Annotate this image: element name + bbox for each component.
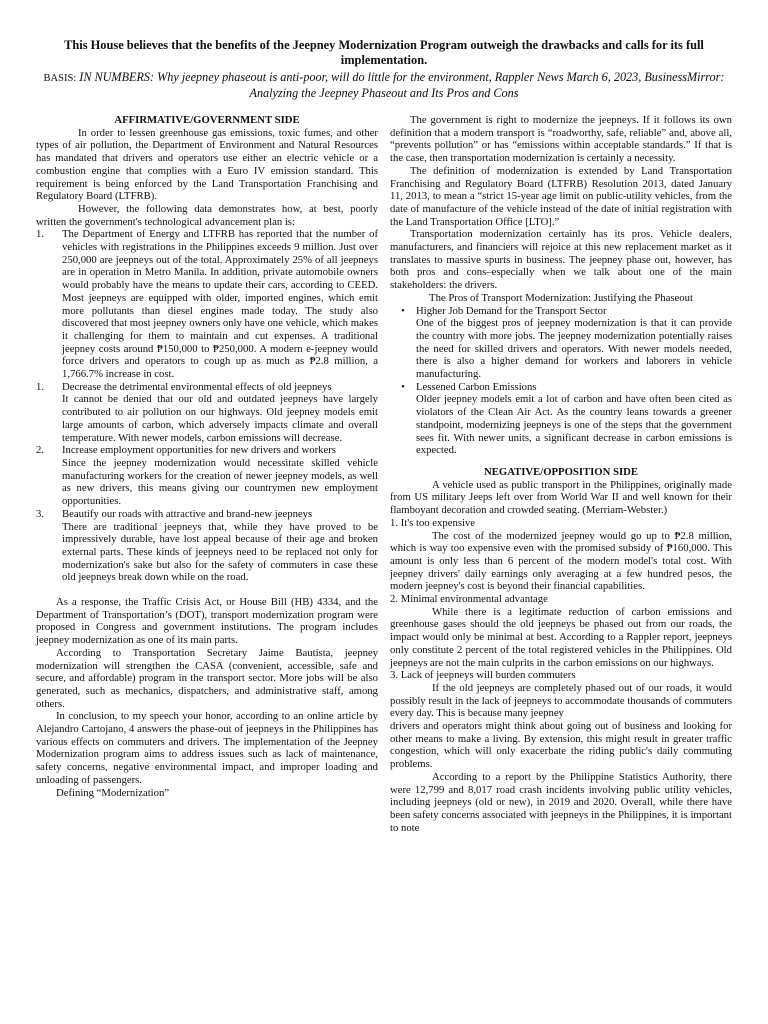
- paragraph: In conclusion, to my speech your honor, according to an online article by Alejandro Cartojano, 4 answers the phase-out of jeepneys in the Philippines has various effects on commuters and drivers. The implementation of the Jeepney Modernization program aims to address issues such as lack of maintenance, safety concerns, negative environmental impact, and improper loading and unloading of passengers.: [36, 710, 378, 786]
- point-heading: 1. It's too expensive: [390, 516, 476, 529]
- list-number: 2.: [36, 444, 45, 457]
- section-subheading: Defining “Modernization”: [56, 786, 170, 799]
- list-heading: Decrease the detrimental environmental effects of old jeepneys: [62, 380, 332, 393]
- paragraph: A vehicle used as public transport in the Philippines, originally made from US military Jeeps left over from World War II and well known for their flamboyant decoration and crowded seating. (Merriam-Webster.): [390, 478, 732, 517]
- paragraph: However, the following data demonstrates how, at best, poorly written the government's technological advancement plan is:: [36, 202, 378, 228]
- paragraph: drivers and operators might think about going out of business and looking for other means to make a living. By extension, this might result in greater traffic congestion, which will only exacerbate the riding public's daily commuting problems.: [390, 720, 732, 771]
- list-number: 1.: [36, 228, 45, 241]
- affirmative-column: [36, 114, 378, 799]
- basis-sources: IN NUMBERS: Why jeepney phaseout is anti-poor, will do little for the environment, Rappler News March 6, 2023, BusinessMirror: Analyzing the Jeepney Phaseout and Its Pros and Cons: [79, 70, 725, 100]
- paragraph: If the old jeepneys are completely phased out of our roads, it would possibly result in the lack of jeepneys to accommodate thousands of commuters every day. This is because many jeepney: [390, 681, 732, 720]
- paragraph: Transportation modernization certainly has its pros. Vehicle dealers, manufacturers, and financiers will rejoice at this new replacement market as it translates to massive spurts in business. The jeepney phase out, however, has both pros and cons–especially when we talk about one of the main stakeholders: the drivers.: [390, 228, 732, 292]
- list-body: There are traditional jeepneys that, while they have proved to be impressively durable, have lost appeal because of their age and broken external parts. These kinds of jeepneys need to be replaced not only for modernization's sake but also for the safety of commuters in case these old jeepneys break down while on the road.: [62, 520, 378, 584]
- paragraph: The cost of the modernized jeepney would go up to ₱2.8 million, which is way too expensive even with the promised subsidy of ₱160,000. This amount is only less than 6 percent of the modern model's total cost. With jeepney drivers' daily earnings only averaging at a few hundred pesos, the modern jeepney's cost is beyond their financial capabilities.: [390, 529, 732, 593]
- bullet-icon: •: [401, 304, 405, 317]
- list-number: 1.: [36, 380, 45, 393]
- paragraph: The government is right to modernize the jeepneys. If it follows its own definition that a modern transport is “roadworthy, safe, reliable” and, above all, “prevents pollution” or has “emissions within acceptable standards.” If that is the case, then transportation modernization is certainly a necessity.: [390, 114, 732, 165]
- basis-label: BASIS:: [43, 73, 77, 84]
- affirmative-heading: AFFIRMATIVE/GOVERNMENT SIDE: [114, 114, 300, 126]
- paragraph: According to Transportation Secretary Jaime Bautista, jeepney modernization will strengthen the CASA (convenient, accessible, safe and secure, and affordable) program in the transport sector. More jobs will be also generated, such as mechanics, dispatchers, and administrative staff, among others.: [36, 646, 378, 710]
- list-item: [36, 444, 378, 457]
- bullet-item: [390, 381, 732, 394]
- bullet-heading: Higher Job Demand for the Transport Sector: [416, 304, 607, 317]
- point-heading: 2. Minimal environmental advantage: [390, 593, 548, 606]
- list-body: It cannot be denied that our old and outdated jeepneys have largely contributed to air pollution on our highways. Old jeepney models emit large amounts of carbon, which adversely impacts climate and overall temperature. With newer models, carbon emissions will decrease.: [62, 393, 378, 444]
- list-item: [36, 228, 378, 380]
- bullet-body: One of the biggest pros of jeepney modernization is that it can provide the country with more jobs. The jeepney modernization potentially raises the need for skilled drivers and operators. With newer models needed, there is also a higher demand for workers and laborers in vehicle manufacturing.: [416, 317, 732, 381]
- paragraph: The definition of modernization is extended by Land Transportation Franchising and Regulatory Board (LTFRB) Resolution 2013, dated January 11, 2013, to mean a “strict 15-year age limit on public-utility vehicles, from the date of manufacture of the vehicle instead of the date of initial registration with the Land Transportation Office [LTO].”: [390, 164, 732, 228]
- basis-line: [40, 70, 728, 101]
- list-number: 3.: [36, 507, 45, 520]
- paragraph: As a response, the Traffic Crisis Act, or House Bill (HB) 4334, and the Department of Transportation’s (DOT), transport modernization program were proposed in Congress and government institutions. The program includes jeepney modernization as one of its main parts.: [36, 596, 378, 647]
- point-heading: 3. Lack of jeepneys will burden commuters: [390, 669, 576, 682]
- list-heading: Increase employment opportunities for new drivers and workers: [62, 444, 336, 457]
- bullet-body: Older jeepney models emit a lot of carbon and have often been cited as violators of the Clean Air Act. As the country leans towards a greener standpoint, modernizing jeepneys is one of the steps that the government sees fit. With newer units, a significant decrease in carbon emissions is expected.: [416, 393, 732, 457]
- negative-heading: NEGATIVE/OPPOSITION SIDE: [484, 465, 638, 478]
- list-heading: Beautify our roads with attractive and brand-new jeepneys: [62, 507, 313, 520]
- bullet-item: [390, 305, 732, 318]
- paragraph: According to a report by the Philippine Statistics Authority, there were 12,799 and 8,017 road crash incidents involving public utility vehicles, including jeepneys (old or new), in 2019 and 2020. Overall, while there have been safety concerns associated with jeepneys in the Philippines, it is important to note: [390, 770, 732, 834]
- list-text: The Department of Energy and LTFRB has reported that the number of vehicles with registrations in the Philippines exceeds 9 million. Just over 250,000 are jeepneys out of the total. Approximately 25% of all jeepneys are in operation in Metro Manila. In addition, private automobile owners would probably have the means to update their cars, according to CEED. Most jeepneys are equipped with older, imported engines, which emit more pollutants than diesel engines made today. The study also discovered that most jeepney owners only have one vehicle, which makes it challenging for them to maintain and cut expenses. A traditional jeepney costs around ₱150,000 to ₱250,000. A modern e-jeepney would force drivers and operators to cough up as much as ₱2.8 million, a 1,766.7% increase in cost.: [62, 228, 378, 381]
- paragraph: While there is a legitimate reduction of carbon emissions and greenhouse gases should the old jeepneys be phased out from our roads, the impact would only be minimal at best. According to a Rappler report, jeepneys only constitute 2 percent of the total registered vehicles in the Philippines. Old jeepneys are not the main culprits in the carbon emissions on our highways.: [390, 605, 732, 669]
- right-column: [390, 114, 732, 834]
- list-body: Since the jeepney modernization would necessitate skilled vehicle manufacturing workers for the creation of newer jeepney models, as well as new drivers, this means giving our countrymen new employment opportunities.: [62, 456, 378, 508]
- document-title: This House believes that the benefits of the Jeepney Modernization Program outweigh the drawbacks and calls for its full implementation.: [64, 38, 704, 67]
- pros-heading: The Pros of Transport Modernization: Justifying the Phaseout: [429, 291, 693, 304]
- paragraph: In order to lessen greenhouse gas emissions, toxic fumes, and other types of air pollution, the Department of Environment and Natural Resources has mandated that drivers and operators use either an electric vehicle or a combustion engine that complies with a Euro IV emission standard. This requirement is being enforced by the Land Transportation Franchising and Regulatory Board (LTFRB).: [36, 126, 378, 203]
- bullet-icon: •: [401, 380, 405, 393]
- list-item: [36, 508, 378, 521]
- bullet-heading: Lessened Carbon Emissions: [416, 380, 537, 393]
- list-item: [36, 381, 378, 394]
